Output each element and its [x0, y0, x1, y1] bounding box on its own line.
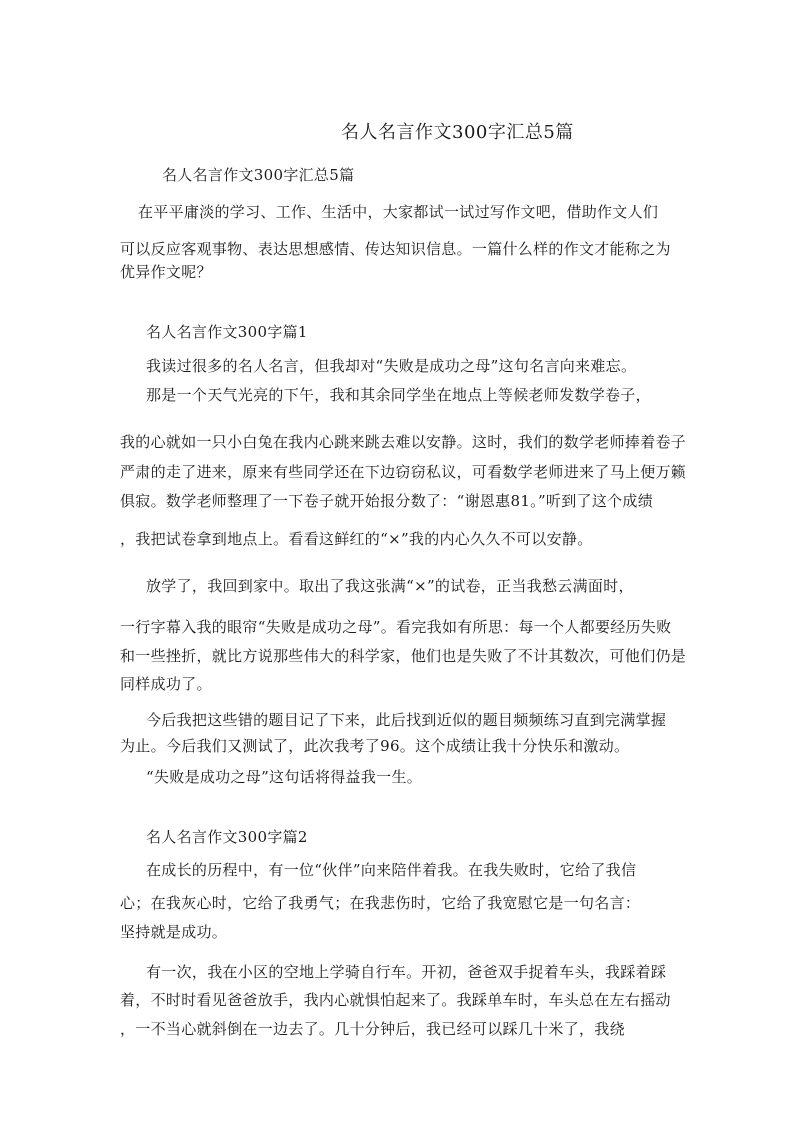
section1-heading: 名人名言作文300字篇1: [146, 323, 308, 341]
paragraph-line: 同样成功了。: [120, 675, 212, 693]
paragraph-line: 坚持就是成功。: [120, 923, 228, 941]
paragraph-line: 为止。今后我们又测试了，此次我考了96。这个成绩让我十分快乐和激动。: [120, 737, 630, 755]
paragraph-line: ，我把试卷拿到地点上。看看这鲜红的“×”我的内心久久不可以安静。: [120, 530, 593, 548]
paragraph-line: 一行字幕入我的眼帘“失败是成功之母”。看完我如有所思：每一个人都要经历失败: [120, 618, 672, 636]
section2-heading: 名人名言作文300字篇2: [146, 828, 308, 846]
paragraph-line: ，一不当心就斜倒在一边去了。几十分钟后，我已经可以踩几十米了，我绕: [120, 1020, 625, 1038]
paragraph-line: 严肃的走了进来，原来有些同学还在下边窃窃私议，可看数学老师进来了马上便万籁: [120, 463, 687, 481]
paragraph-line: “失败是成功之母”这句话将得益我一生。: [146, 768, 423, 786]
paragraph-line: 俱寂。数学老师整理了一下卷子就开始报分数了：“谢恩惠81。”听到了这个成绩: [120, 492, 654, 510]
paragraph-line: 放学了，我回到家中。取出了我这张满“×”的试卷，正当我愁云满面时，: [146, 577, 634, 595]
paragraph-line: 和一些挫折，就比方说那些伟大的科学家，他们也是失败了不计其数次，可他们仍是: [120, 647, 687, 665]
intro-line-1: 在平平庸淡的学习、工作、生活中，大家都试一试过写作文吧，借助作文人们: [138, 203, 659, 221]
paragraph-line: 着，不时时看见爸爸放手，我内心就惧怕起来了。我踩单车时，车头总在左右摇动: [120, 991, 671, 1009]
paragraph-line: 有一次，我在小区的空地上学骑自行车。开初，爸爸双手捉着车头，我踩着踩: [146, 963, 667, 981]
paragraph-line: 在成长的历程中，有一位“伙伴”向来陪伴着我。在我失败时，它给了我信: [146, 861, 637, 879]
intro-line-2: 可以反应客观事物、表达思想感情、传达知识信息。一篇什么样的作文才能称之为: [120, 240, 671, 258]
document-subtitle: 名人名言作文300字汇总5篇: [162, 166, 355, 184]
paragraph-line: 今后我把这些错的题目记了下来，此后找到近似的题目频频练习直到完满掌握: [146, 711, 667, 729]
paragraph-line: 那是一个天气光亮的下午，我和其余同学坐在地点上等候老师发数学卷子，: [146, 386, 651, 404]
paragraph-line: 我的心就如一只小白兔在我内心跳来跳去难以安静。这时，我们的数学老师捧着卷子: [120, 433, 687, 451]
intro-line-3: 优异作文呢？: [120, 263, 212, 281]
paragraph-line: 我读过很多的名人名言，但我却对“失败是成功之母”这句名言向来难忘。: [146, 357, 637, 375]
document-title: 名人名言作文300字汇总5篇: [341, 122, 574, 143]
paragraph-line: 心；在我灰心时，它给了我勇气；在我悲伤时，它给了我宽慰它是一句名言：: [120, 894, 641, 912]
